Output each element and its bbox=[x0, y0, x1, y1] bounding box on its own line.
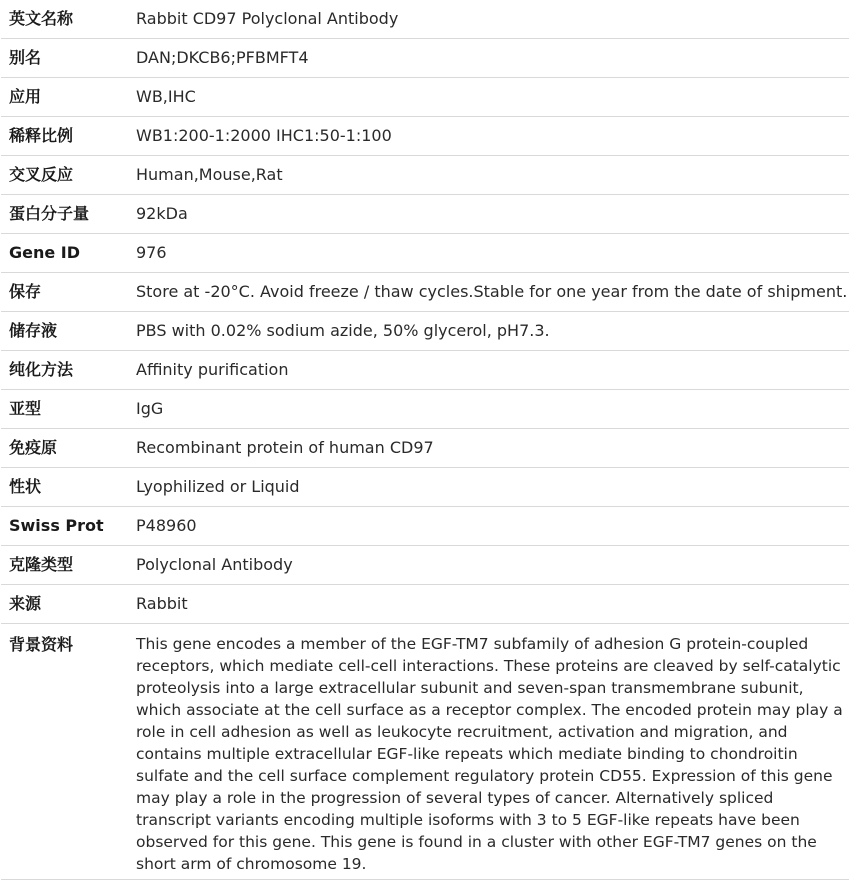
spec-value: Rabbit CD97 Polyclonal Antibody bbox=[136, 9, 399, 28]
spec-value: Affinity purification bbox=[136, 360, 289, 379]
spec-row-clonality bbox=[1, 546, 849, 585]
spec-label: 性状 bbox=[9, 477, 42, 496]
spec-row-molecular-weight bbox=[1, 195, 849, 234]
spec-value: Polyclonal Antibody bbox=[136, 555, 293, 574]
spec-label: Gene ID bbox=[9, 243, 81, 262]
spec-label: 稀释比例 bbox=[9, 126, 74, 145]
spec-label: 英文名称 bbox=[9, 9, 74, 28]
spec-row-english-name bbox=[1, 0, 849, 39]
spec-label: 免疫原 bbox=[9, 438, 58, 457]
spec-value: Store at -20°C. Avoid freeze / thaw cycles.Stable for one year from the date of shipment. bbox=[136, 282, 848, 301]
spec-row-storage-buffer bbox=[1, 312, 849, 351]
spec-row-isotype bbox=[1, 390, 849, 429]
spec-value: 92kDa bbox=[136, 204, 188, 223]
spec-label: 来源 bbox=[9, 594, 42, 613]
spec-value: Human,Mouse,Rat bbox=[136, 165, 283, 184]
spec-value-paragraph: This gene encodes a member of the EGF-TM7 subfamily of adhesion G protein-coupled receptors, which mediate cell-cell interactions. These proteins are cleaved by self-catalytic proteolysis into a large extracellular subunit and seven-span transmembrane subunit, which associate at the cell surface as a receptor complex. The encoded protein may play a role in cell adhesion as well as leukocyte recruitment, activation and migration, and contains multiple extracellular EGF-like repeats which mediate binding to chondroitin sulfate and the cell surface complement regulatory protein CD55. Expression of this gene may play a role in the progression of several types of cancer. Alternatively spliced transcript variants encoding multiple isoforms with 3 to 5 EGF-like repeats have been observed for this gene. This gene is found in a cluster with other EGF-TM7 genes on the short arm of chromosome 19. bbox=[136, 635, 843, 873]
spec-row-application bbox=[1, 78, 849, 117]
spec-value: DAN;DKCB6;PFBMFT4 bbox=[136, 48, 309, 67]
spec-row-dilution bbox=[1, 117, 849, 156]
spec-row-reactivity bbox=[1, 156, 849, 195]
spec-value: PBS with 0.02% sodium azide, 50% glycerol, pH7.3. bbox=[136, 321, 550, 340]
spec-row-purification bbox=[1, 351, 849, 390]
spec-value: WB1:200-1:2000 IHC1:50-1:100 bbox=[136, 126, 392, 145]
spec-value: Lyophilized or Liquid bbox=[136, 477, 300, 496]
spec-value: IgG bbox=[136, 399, 164, 418]
spec-label: Swiss Prot bbox=[9, 516, 104, 535]
spec-row-swiss-prot bbox=[1, 507, 849, 546]
spec-row-background bbox=[1, 624, 849, 880]
spec-label: 交叉反应 bbox=[9, 165, 74, 184]
spec-label: 克隆类型 bbox=[9, 555, 74, 574]
spec-value: P48960 bbox=[136, 516, 197, 535]
spec-value: 976 bbox=[136, 243, 167, 262]
spec-value: Rabbit bbox=[136, 594, 188, 613]
spec-row-form bbox=[1, 468, 849, 507]
product-spec-table bbox=[1, 0, 849, 880]
spec-row-immunogen bbox=[1, 429, 849, 468]
spec-label: 别名 bbox=[9, 48, 42, 67]
spec-label: 保存 bbox=[9, 282, 42, 301]
spec-label: 背景资料 bbox=[9, 635, 74, 654]
spec-label: 亚型 bbox=[9, 399, 42, 418]
spec-row-alias bbox=[1, 39, 849, 78]
spec-row-gene-id bbox=[1, 234, 849, 273]
spec-value: WB,IHC bbox=[136, 87, 196, 106]
spec-label: 蛋白分子量 bbox=[9, 204, 90, 223]
spec-label: 应用 bbox=[9, 87, 42, 106]
spec-label: 储存液 bbox=[9, 321, 58, 340]
spec-row-storage bbox=[1, 273, 849, 312]
spec-value: Recombinant protein of human CD97 bbox=[136, 438, 434, 457]
spec-label: 纯化方法 bbox=[9, 360, 74, 379]
spec-row-host bbox=[1, 585, 849, 624]
